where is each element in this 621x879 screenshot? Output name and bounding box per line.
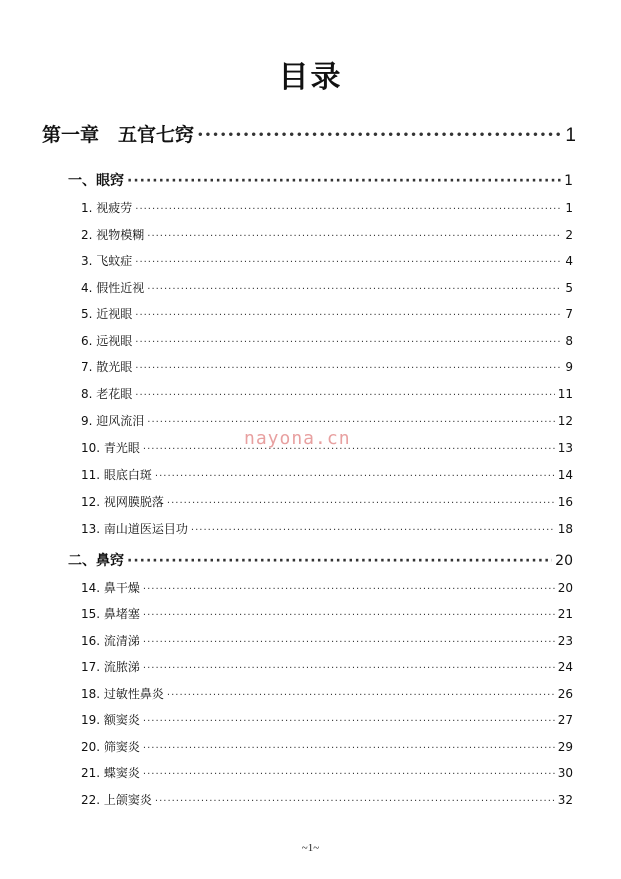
toc-item-label: 7. 散光眼 — [81, 360, 133, 374]
toc-item-page: 12 — [557, 414, 573, 428]
toc-item-page: 9 — [565, 360, 573, 374]
toc-item-label: 10. 青光眼 — [81, 441, 140, 455]
toc-item-label: 21. 蝶窦炎 — [81, 766, 140, 780]
dot-leader — [147, 284, 562, 295]
toc-chapter-page: 1 — [565, 125, 576, 146]
toc-item[interactable] — [81, 738, 573, 755]
toc-item-page: 18 — [557, 522, 573, 536]
toc-item[interactable] — [81, 385, 573, 402]
toc-item-label: 5. 近视眼 — [81, 307, 133, 321]
dot-leader — [135, 204, 562, 215]
toc-item-page: 26 — [557, 687, 573, 701]
toc-item[interactable] — [81, 520, 573, 537]
toc-section-entry[interactable] — [68, 550, 573, 570]
toc-item-page: 14 — [557, 468, 573, 482]
toc-section-page: 1 — [564, 173, 573, 189]
toc-item-label: 3. 飞蚊症 — [81, 254, 133, 268]
page-number: ~1~ — [301, 842, 320, 854]
toc-item-label: 14. 鼻干燥 — [81, 581, 140, 595]
toc-item-page: 16 — [557, 495, 573, 509]
toc-item-page: 21 — [557, 607, 573, 621]
toc-item-label: 15. 鼻堵塞 — [81, 607, 140, 621]
toc-item[interactable] — [81, 493, 573, 510]
dot-leader — [191, 525, 555, 536]
toc-item-page: 8 — [565, 334, 573, 348]
toc-item[interactable] — [81, 764, 573, 781]
toc-item-page: 29 — [557, 740, 573, 754]
dot-leader — [135, 337, 562, 348]
toc-item-page: 1 — [565, 201, 573, 215]
toc-item-label: 18. 过敏性鼻炎 — [81, 687, 164, 701]
toc-item-page: 4 — [565, 254, 573, 268]
toc-item-page: 5 — [565, 281, 573, 295]
toc-item-label: 1. 视疲劳 — [81, 201, 133, 215]
toc-item[interactable] — [81, 252, 573, 269]
dot-leader — [155, 796, 555, 807]
dot-leader — [143, 610, 555, 621]
toc-item[interactable] — [81, 605, 573, 622]
toc-chapter-entry[interactable] — [42, 120, 576, 147]
toc-section-label: 一、眼窍 — [68, 173, 124, 189]
toc-item-page: 24 — [557, 660, 573, 674]
toc-item-page: 11 — [557, 387, 573, 401]
toc-item[interactable] — [81, 279, 573, 296]
dot-leader — [197, 124, 562, 146]
toc-section-label: 二、鼻窍 — [68, 553, 124, 569]
toc-item[interactable] — [81, 685, 573, 702]
dot-leader — [135, 257, 562, 268]
dot-leader — [127, 173, 561, 189]
dot-leader — [135, 363, 562, 374]
toc-item-label: 22. 上颌窦炎 — [81, 793, 152, 807]
toc-item[interactable] — [81, 412, 573, 429]
toc-item-page: 27 — [557, 713, 573, 727]
toc-item-label: 6. 远视眼 — [81, 334, 133, 348]
dot-leader — [167, 690, 555, 701]
dot-leader — [143, 716, 555, 727]
toc-item-page: 23 — [557, 634, 573, 648]
toc-item-label: 16. 流清涕 — [81, 634, 140, 648]
toc-item-label: 9. 迎风流泪 — [81, 414, 145, 428]
toc-item-label: 4. 假性近视 — [81, 281, 145, 295]
toc-section-page: 20 — [555, 553, 573, 569]
toc-item-label: 8. 老花眼 — [81, 387, 133, 401]
toc-item[interactable] — [81, 632, 573, 649]
toc-item[interactable] — [81, 711, 573, 728]
dot-leader — [135, 390, 554, 401]
watermark-text: nayona.cn — [244, 428, 351, 449]
toc-item-label: 20. 筛窦炎 — [81, 740, 140, 754]
toc-chapter-label: 第一章 五官七窍 — [42, 124, 195, 146]
toc-item-page: 30 — [557, 766, 573, 780]
toc-item-label: 12. 视网膜脱落 — [81, 495, 164, 509]
dot-leader — [127, 553, 552, 569]
toc-item[interactable] — [81, 332, 573, 349]
toc-section-entry[interactable] — [68, 170, 573, 190]
toc-item-page: 32 — [557, 793, 573, 807]
toc-item[interactable] — [81, 199, 573, 216]
dot-leader — [143, 637, 555, 648]
toc-item-label: 19. 额窦炎 — [81, 713, 140, 727]
toc-item-label: 11. 眼底白斑 — [81, 468, 152, 482]
dot-leader — [143, 663, 555, 674]
toc-item[interactable] — [81, 305, 573, 322]
dot-leader — [155, 471, 555, 482]
dot-leader — [143, 743, 555, 754]
toc-item-label: 17. 流脓涕 — [81, 660, 140, 674]
toc-item[interactable] — [81, 358, 573, 375]
toc-item[interactable] — [81, 658, 573, 675]
dot-leader — [167, 498, 555, 509]
dot-leader — [143, 769, 555, 780]
dot-leader — [147, 231, 562, 242]
toc-item-page: 20 — [557, 581, 573, 595]
toc-item[interactable] — [81, 791, 573, 808]
toc-item-label: 2. 视物模糊 — [81, 228, 145, 242]
toc-item[interactable] — [81, 579, 573, 596]
toc-item-page: 7 — [565, 307, 573, 321]
toc-item[interactable] — [81, 226, 573, 243]
dot-leader — [135, 310, 562, 321]
toc-item-label: 13. 南山道医运目功 — [81, 522, 188, 536]
toc-item-page: 13 — [557, 441, 573, 455]
toc-item[interactable] — [81, 466, 573, 483]
toc-item-page: 2 — [565, 228, 573, 242]
dot-leader — [147, 417, 554, 428]
page-title: 目录 — [278, 60, 343, 95]
dot-leader — [143, 584, 555, 595]
